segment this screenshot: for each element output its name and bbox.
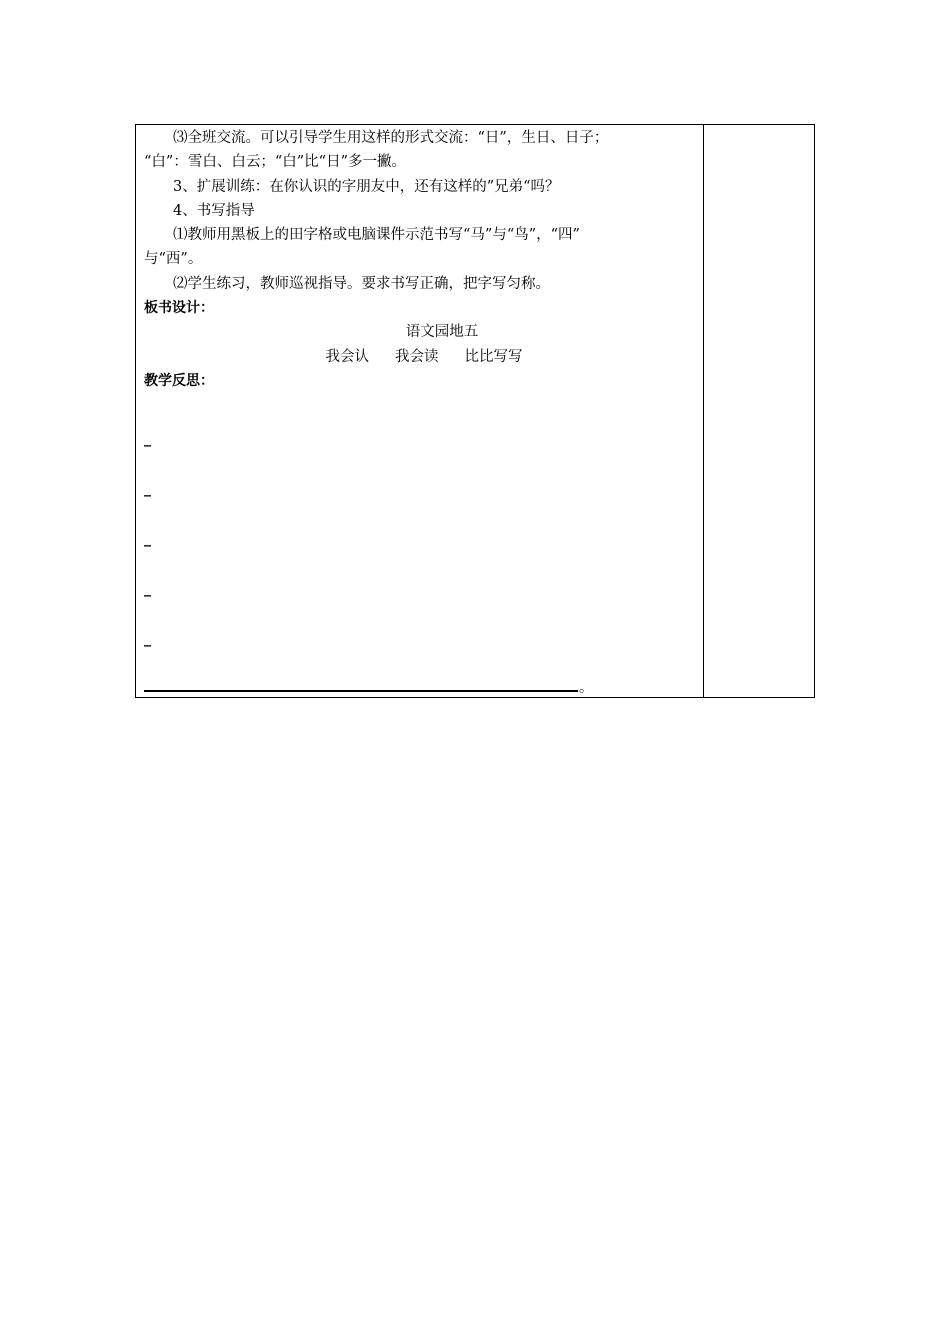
reflection-blank-mark: _ bbox=[144, 481, 151, 497]
lesson-content-cell bbox=[144, 124, 700, 393]
reflection-underline bbox=[144, 690, 578, 692]
reflection-blank-mark: _ bbox=[144, 581, 151, 597]
lesson-step-3-3-cont: “白”：雪白、白云；“白”比“日”多一撇。 bbox=[144, 154, 406, 171]
teaching-reflection-heading: 教学反思： bbox=[144, 372, 214, 389]
lesson-step-4: 4、书写指导 bbox=[173, 202, 255, 219]
lesson-step-4-1-cont: 与“西”。 bbox=[144, 251, 203, 268]
table-column-divider bbox=[703, 124, 704, 698]
reflection-blank-mark: _ bbox=[144, 631, 151, 647]
board-design-items bbox=[144, 345, 700, 369]
board-item: 我会认 bbox=[325, 348, 369, 365]
reflection-blank-mark: _ bbox=[144, 431, 151, 447]
lesson-step-4-1: ⑴教师用黑板上的田字格或电脑课件示范书写“马”与“鸟”，“四” bbox=[173, 227, 580, 244]
reflection-blank-mark: _ bbox=[144, 531, 151, 547]
lesson-step-3-3: ⑶全班交流。可以引导学生用这样的形式交流：“日”，生日、日子； bbox=[173, 130, 609, 146]
board-item: 我会读 bbox=[395, 348, 439, 365]
reflection-end-mark: 。 bbox=[579, 680, 593, 696]
lesson-step-4-2: ⑵学生练习，教师巡视指导。要求书写正确，把字写匀称。 bbox=[173, 275, 550, 292]
board-design-title: 语文园地五 bbox=[405, 324, 479, 341]
board-design-heading: 板书设计： bbox=[144, 300, 214, 317]
lesson-step-3: 3、扩展训练：在你认识的字朋友中，还有这样的”兄弟“吗？ bbox=[173, 178, 560, 195]
board-item: 比比写写 bbox=[464, 348, 523, 365]
